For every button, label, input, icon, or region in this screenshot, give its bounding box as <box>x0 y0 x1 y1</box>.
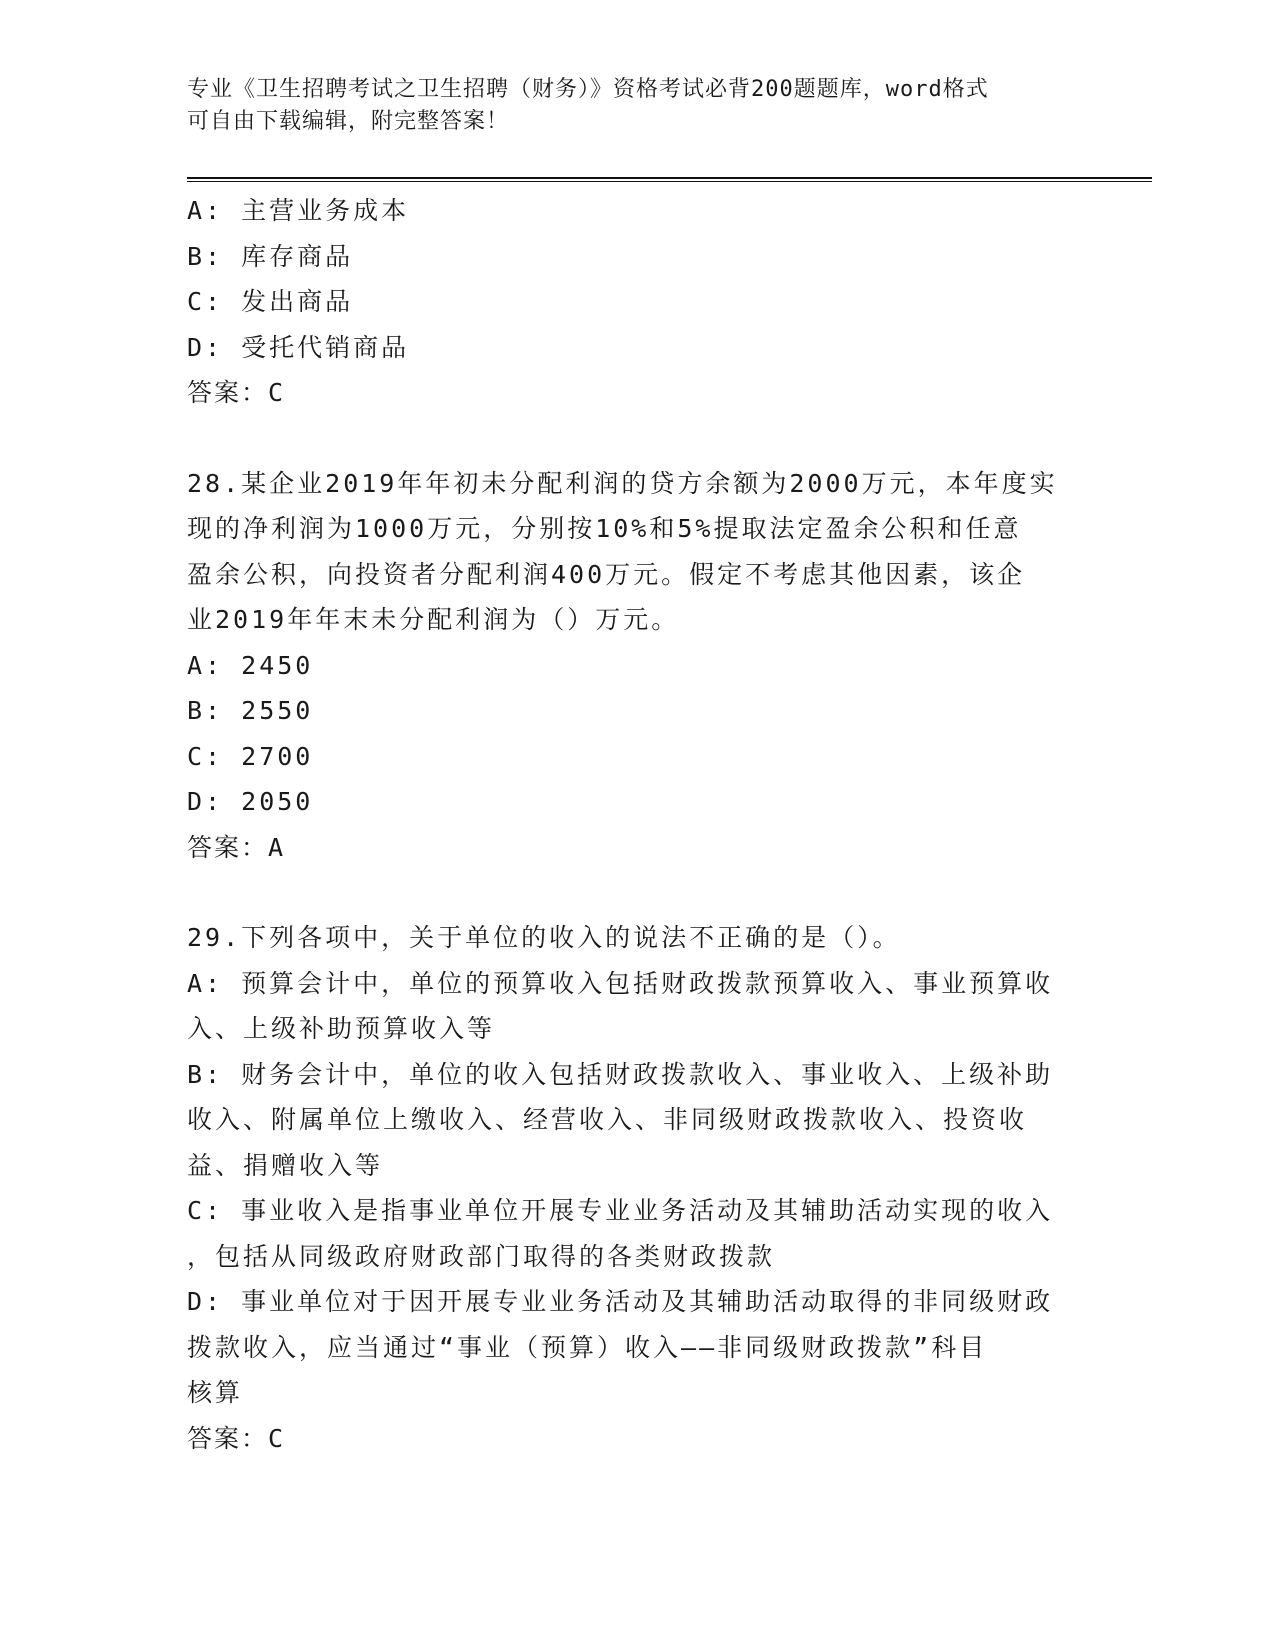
option-b-line: B: 财务会计中，单位的收入包括财政拨款收入、事业收入、上级补助 <box>187 1059 1054 1089</box>
option-c: C: 发出商品 <box>187 287 354 316</box>
question-content <box>187 188 1077 1461</box>
option-a: A: 主营业务成本 <box>187 196 410 225</box>
option-d: D: 2050 <box>187 787 314 816</box>
divider-line-thick <box>187 177 1152 179</box>
question-spacer <box>187 416 1077 461</box>
question-stem-line: 28.某企业2019年年初未分配利润的贷方余额为2000万元，本年度实 <box>187 468 1058 498</box>
document-header <box>187 74 1067 138</box>
question-stem-line: 业2019年年末未分配利润为（）万元。 <box>187 605 680 634</box>
option-b: B: 库存商品 <box>187 241 354 271</box>
question-27 <box>187 188 1077 416</box>
option-b: B: 2550 <box>187 696 314 725</box>
question-28 <box>187 461 1077 871</box>
option-d-line: 核算 <box>187 1378 244 1407</box>
question-stem-line: 现的净利润为1000万元，分别按10%和5%提取法定盈余公积和任意 <box>187 514 1022 543</box>
answer-line: 答案：C <box>187 1423 286 1453</box>
option-b-line: 益、捐赠收入等 <box>187 1150 384 1180</box>
option-a-line: 入、上级补助预算收入等 <box>187 1014 496 1043</box>
option-a: A: 2450 <box>187 650 314 680</box>
option-c-line: ，包括从同级政府财政部门取得的各类财政拨款 <box>187 1241 776 1271</box>
answer-line: 答案：A <box>187 832 286 862</box>
question-stem-line: 盈余公积，向投资者分配利润400万元。假定不考虑其他因素，该企 <box>187 559 1026 589</box>
option-b-line: 收入、附属单位上缴收入、经营收入、非同级财政拨款收入、投资收 <box>187 1105 1028 1134</box>
question-spacer <box>187 870 1077 915</box>
header-title-line-2: 可自由下载编辑，附完整答案！ <box>187 109 510 134</box>
answer-line: 答案：C <box>187 378 286 407</box>
header-divider <box>187 177 1152 182</box>
option-d-line: D: 事业单位对于因开展专业业务活动及其辅助活动取得的非同级财政 <box>187 1287 1054 1316</box>
option-c-line: C: 事业收入是指事业单位开展专业业务活动及其辅助活动实现的收入 <box>187 1196 1054 1225</box>
question-29 <box>187 915 1077 1461</box>
header-title-line-1: 专业《卫生招聘考试之卫生招聘（财务）》资格考试必背200题题库，word格式 <box>187 77 989 102</box>
option-a-line: A: 预算会计中，单位的预算收入包括财政拨款预算收入、事业预算收 <box>187 968 1054 998</box>
option-c: C: 2700 <box>187 741 314 771</box>
question-stem-line: 29.下列各项中，关于单位的收入的说法不正确的是（）。 <box>187 923 901 952</box>
option-d-line: 拨款收入，应当通过“事业（预算）收入——非同级财政拨款”科目 <box>187 1332 988 1362</box>
option-d: D: 受托代销商品 <box>187 332 410 362</box>
divider-line-thin <box>187 181 1152 182</box>
